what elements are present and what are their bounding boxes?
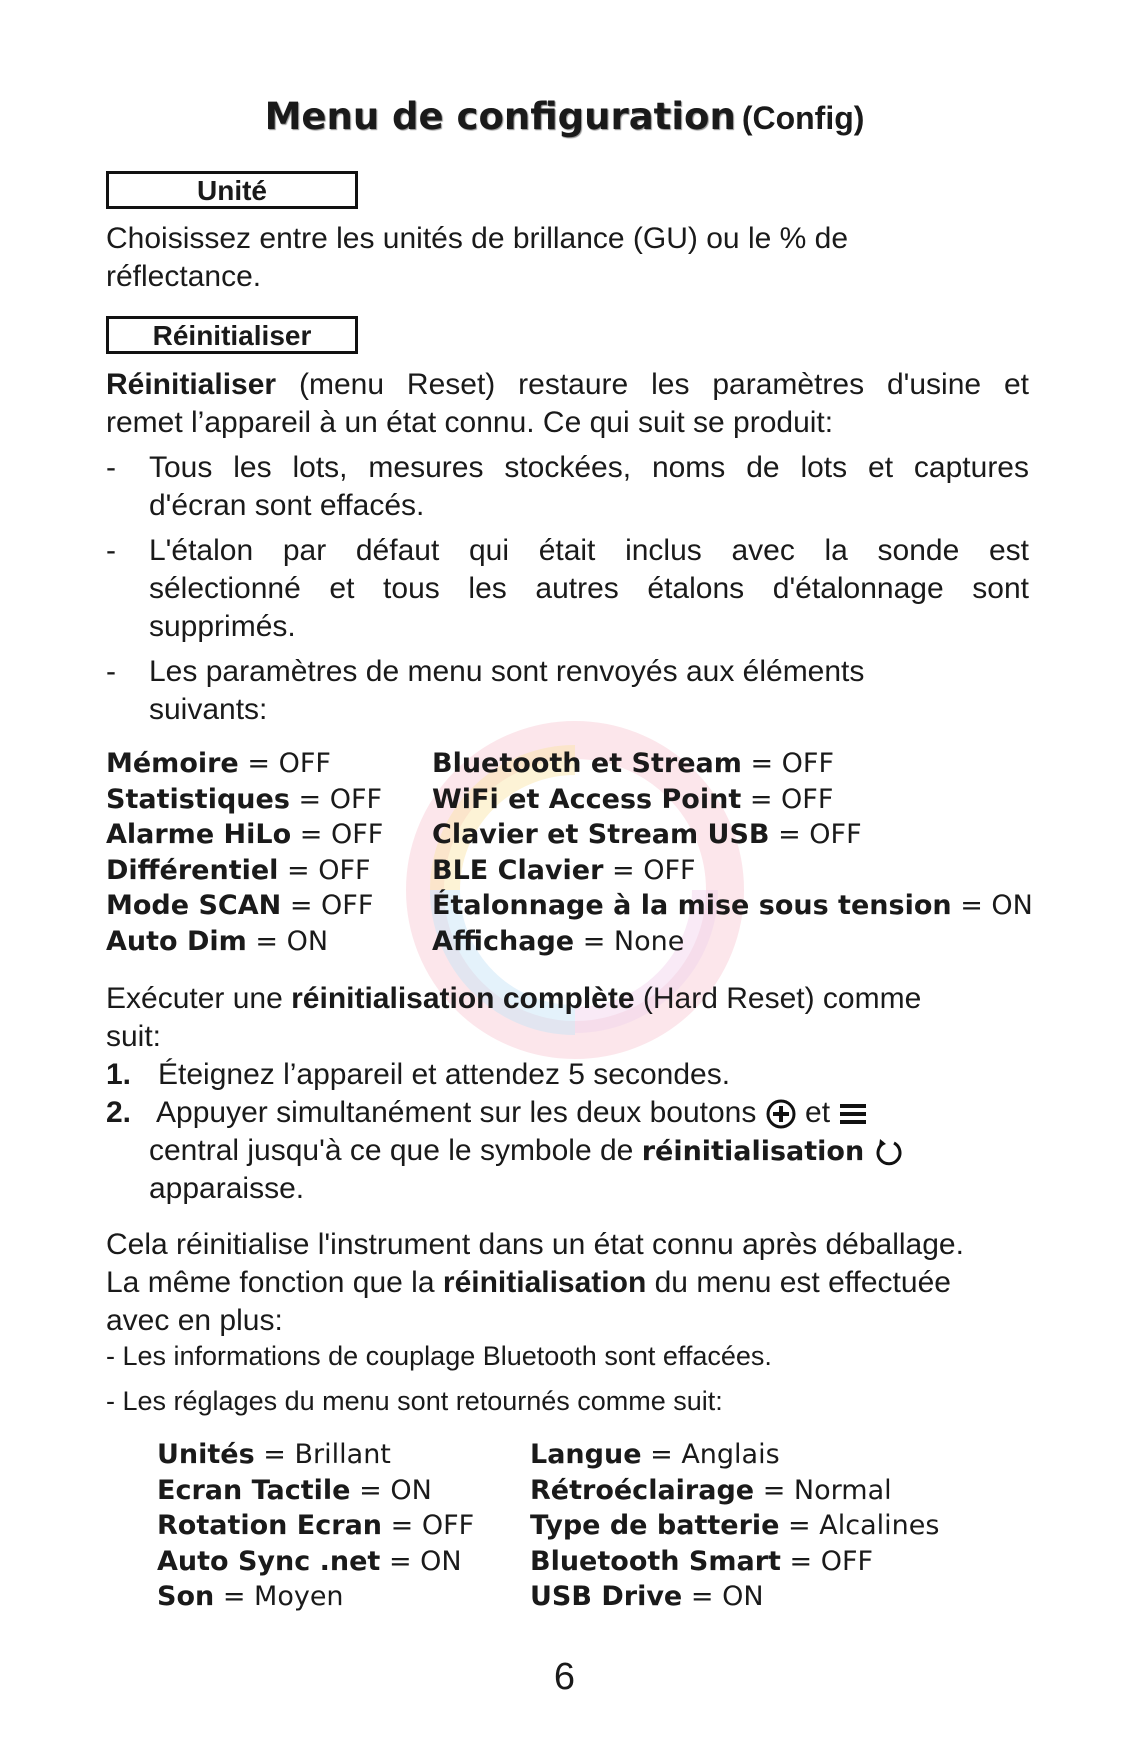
section-heading-reinitialiser: Réinitialiser <box>106 316 358 354</box>
setting-row: Unités = Brillant <box>157 1439 391 1470</box>
page-title <box>0 95 1129 138</box>
setting-row: USB Drive = ON <box>530 1581 764 1612</box>
bullet-dash: - <box>106 655 116 688</box>
step-number-1: 1. <box>106 1058 132 1091</box>
setting-row: Auto Dim = ON <box>106 925 329 957</box>
bullet-dash: - <box>106 451 116 484</box>
setting-row: Rétroéclairage = Normal <box>530 1474 892 1506</box>
after-paragraph <box>106 1226 1029 1340</box>
bullet-2-line-3: supprimés. <box>149 610 296 643</box>
bullet-2-line-1: L'étalon par défaut qui était inclus avec la sonde est <box>149 534 1029 567</box>
setting-row: Mémoire = OFF <box>106 748 331 779</box>
reset-settings-left <box>106 746 383 959</box>
setting-row: BLE Clavier = OFF <box>432 854 696 886</box>
unite-description <box>106 220 1029 296</box>
setting-row: Type de batterie = Alcalines <box>530 1510 940 1541</box>
bullet-3-line-2: suivants: <box>149 693 268 726</box>
setting-row: Statistiques = OFF <box>106 783 383 815</box>
reset-intro <box>106 366 1029 442</box>
setting-row: Mode SCAN = OFF <box>106 890 374 921</box>
reset-arrow-icon <box>873 1136 905 1168</box>
bullet-item-2 <box>149 532 1029 646</box>
setting-row: Auto Sync .net = ON <box>157 1545 462 1577</box>
setting-row: Différentiel = OFF <box>106 854 371 886</box>
setting-row: Bluetooth Smart = OFF <box>530 1545 874 1577</box>
reset-intro-bold: Réinitialiser <box>106 368 277 401</box>
hard-reset-intro-line-1: Exécuter une réinitialisation complète (Hard Reset) comme <box>106 982 922 1015</box>
section-heading-unite: Unité <box>106 171 358 209</box>
after-bullet-2: - Les réglages du menu sont retournés comme suit: <box>106 1386 723 1416</box>
bullet-item-1 <box>149 449 1029 525</box>
reset-intro-line-1 <box>106 366 1029 404</box>
hard-reset-intro-line-2: suit: <box>106 1020 162 1053</box>
setting-row: Affichage = None <box>432 925 685 957</box>
bullet-1-line-1: Tous les lots, mesures stockées, noms de lots et captures <box>149 451 1029 484</box>
step-number-2: 2. <box>106 1096 132 1129</box>
setting-row: Langue = Anglais <box>530 1439 780 1470</box>
bullet-1-line-2: d'écran sont effacés. <box>149 489 425 522</box>
setting-row: Son = Moyen <box>157 1581 344 1612</box>
setting-row: Étalonnage à la mise sous tension = ON <box>432 890 1033 921</box>
setting-row: Rotation Ecran = OFF <box>157 1510 475 1541</box>
reset-intro-rest: (menu Reset) restaure les paramètres d'usine et <box>298 368 1030 401</box>
page-number: 6 <box>553 1656 576 1698</box>
setting-row: Alarme HiLo = OFF <box>106 819 384 850</box>
setting-row: Bluetooth et Stream = OFF <box>432 748 834 779</box>
hard-reset-intro <box>106 980 1029 1056</box>
setting-row: Ecran Tactile = ON <box>157 1474 432 1506</box>
title-main: Menu de configuration <box>264 95 736 138</box>
after-line-3: avec en plus: <box>106 1304 283 1337</box>
after-line-2: La même fonction que la réinitialisation du menu est effectuée <box>106 1266 951 1299</box>
menu-settings-left <box>157 1437 474 1615</box>
after-line-1: Cela réinitialise l'instrument dans un état connu après déballage. <box>106 1228 964 1261</box>
step-2-line-3: apparaisse. <box>149 1172 305 1205</box>
step-2-line-1: Appuyer simultanément sur les deux boutons et <box>156 1094 1016 1132</box>
bullet-dash: - <box>106 534 116 567</box>
bullet-item-3 <box>149 653 1029 729</box>
after-bullet-1: - Les informations de couplage Bluetooth sont effacées. <box>106 1341 772 1371</box>
menu-lines-icon <box>838 1101 868 1127</box>
setting-row: Clavier et Stream USB = OFF <box>432 819 862 850</box>
bullet-3-line-1: Les paramètres de menu sont renvoyés aux éléments <box>149 655 865 688</box>
setting-row: WiFi et Access Point = OFF <box>432 783 834 815</box>
unite-line-2: réflectance. <box>106 260 262 293</box>
plus-circle-icon <box>765 1098 797 1130</box>
unite-line-1: Choisissez entre les unités de brillance (GU) ou le % de <box>106 222 849 255</box>
reset-intro-line-2: remet l’appareil à un état connu. Ce qui suit se produit: <box>106 406 834 439</box>
title-sub: (Config) <box>741 100 865 136</box>
reset-settings-right <box>432 746 1033 959</box>
menu-settings-right <box>530 1437 939 1615</box>
step-1-text: Éteignez l’appareil et attendez 5 secondes. <box>158 1058 731 1091</box>
step-2-line-2: central jusqu'à ce que le symbole de réinitialisation <box>149 1132 1019 1171</box>
bullet-2-line-2: sélectionné et tous les autres étalons d'étalonnage sont <box>149 572 1029 605</box>
